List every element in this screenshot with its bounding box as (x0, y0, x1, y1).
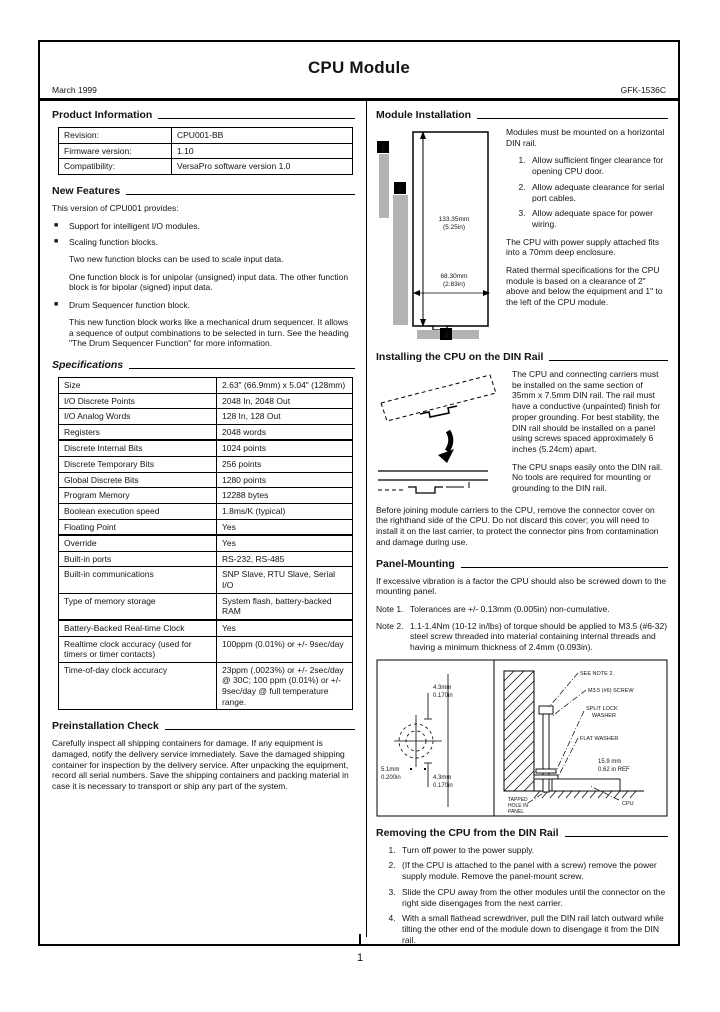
note-label: Note 1. (376, 603, 404, 614)
svg-text:FLAT WASHER: FLAT WASHER (580, 735, 619, 742)
paragraph: The CPU and connecting carriers must be installed on the same section of 35mm x 7.5mm DIN rail. The rail must have a conductive (unpainted) finish for proper grounding. For best stability, the DIN rail should be installed on a panel using screws spaced approximately 6 inches (5.24cm) apart. (512, 369, 661, 454)
list-item: 1. Turn off power to the power supply. (398, 845, 668, 856)
table-row (59, 424, 353, 440)
heading-rule (126, 194, 355, 195)
page-header (40, 42, 678, 101)
svg-text:WASHER: WASHER (592, 712, 616, 719)
spec-value: 12288 bytes (217, 488, 353, 504)
svg-text:M3.5 (#6) SCREW: M3.5 (#6) SCREW (588, 687, 634, 694)
svg-text:SEE NOTE 2.: SEE NOTE 2. (580, 670, 614, 677)
datasheet-page (38, 40, 680, 946)
spec-label: Global Discrete Bits (59, 472, 217, 488)
paragraph: Carefully inspect all shipping containers for damage. If any equipment is damaged, notify the delivery service immediately. Save the damaged shipping container for inspection by the delivery service. After unpacking the equipment, record all serial numbers. Save the shipping containers and packing material in case it is necessary to transport or ship any part of the system. (52, 738, 349, 792)
table-row (59, 567, 353, 593)
svg-text:(2.83in): (2.83in) (442, 281, 466, 288)
heading-rule (565, 836, 668, 837)
document-title: CPU Module (307, 58, 411, 77)
table-row (59, 535, 353, 551)
bullet-icon: ■ (54, 301, 59, 309)
spec-value: SNP Slave, RTU Slave, Serial I/O (217, 567, 353, 593)
specifications-table (58, 377, 353, 710)
section-title: Product Information (52, 109, 153, 121)
paragraph: One function block is for unipolar (unsigned) input data. The other function block is for bipolar (signed) input data. (69, 271, 349, 293)
removal-heading (376, 827, 668, 839)
svg-text:15.9 mm: 15.9 mm (598, 758, 622, 765)
left-column (40, 101, 366, 937)
spec-value: 256 points (217, 457, 353, 473)
spec-label: Boolean execution speed (59, 503, 217, 519)
heading-rule (549, 360, 668, 361)
table-row (59, 440, 353, 456)
document-number: GFK-1536C (620, 85, 666, 95)
section-title: New Features (52, 184, 121, 197)
product-information-heading (52, 109, 355, 121)
table-row (59, 620, 353, 636)
section-title: Removing the CPU from the DIN Rail (376, 826, 559, 839)
spec-label: Type of memory storage (59, 593, 217, 620)
product-label: Compatibility: (59, 159, 172, 175)
paragraph: This version of CPU001 provides: (52, 202, 179, 213)
table-row (59, 551, 353, 567)
module-installation-text (506, 127, 668, 341)
spec-label: Realtime clock accuracy (used for timers or timer contacts) (59, 636, 217, 662)
list-item (54, 300, 355, 311)
svg-text:68.30mm: 68.30mm (440, 273, 468, 280)
spec-label: I/O Discrete Points (59, 393, 217, 409)
spec-value: 2048 words (217, 424, 353, 440)
heading-rule (461, 567, 668, 568)
table-row (59, 472, 353, 488)
panel-mounting-heading (376, 558, 668, 570)
list-item: 3. Slide the CPU away from the other modules until the connector on the right side disengages from the next carrier. (398, 887, 668, 908)
heading-rule (165, 729, 355, 730)
product-value: 1.10 (172, 143, 353, 159)
spec-value: System flash, battery-backed RAM (217, 593, 353, 620)
bullet-icon: ■ (54, 238, 59, 246)
paragraph: Before joining module carriers to the CPU, remove the connector cover on the righthand side of the CPU. Do not discard this cover; you will need to install it on the last carrier, to protect the connector pins from contamination and damage during use. (376, 504, 659, 547)
page-number: 1 (356, 952, 364, 964)
spec-value: 1.8ms/K (typical) (217, 503, 353, 519)
installation-steps (506, 155, 668, 229)
spec-value: 2048 In, 2048 Out (217, 393, 353, 409)
table-row (59, 393, 353, 409)
spec-label: Built-in ports (59, 551, 217, 567)
note-text: 1.1-1.4Nm (10-12 in/lbs) of torque should be applied to M3.5 (#6-32) steel screw threaded into material containing internal threads and having a minimum thickness of 2.4mm (0.093in). (410, 620, 668, 653)
panel-mounting-diagram (376, 659, 668, 817)
svg-text:CPU: CPU (622, 800, 634, 807)
table-row (59, 143, 353, 159)
list-item: 3. Allow adequate space for power wiring. (528, 208, 668, 229)
svg-text:133.35mm: 133.35mm (438, 216, 470, 223)
svg-text:2: 2 (397, 184, 403, 194)
product-label: Revision: (59, 128, 172, 144)
svg-text:PANEL: PANEL (508, 808, 525, 815)
svg-text:SPLIT LOCK: SPLIT LOCK (586, 705, 618, 712)
section-title: Panel-Mounting (376, 557, 455, 570)
product-value: VersaPro software version 1.0 (172, 159, 353, 175)
note-1 (376, 604, 668, 615)
spec-value: RS-232, RS-485 (217, 551, 353, 567)
svg-text:0.170in: 0.170in (433, 692, 453, 699)
list-item: 2. (If the CPU is attached to the panel with a screw) remove the power supply module. Remove the panel-mount screw. (398, 860, 668, 881)
spec-label: Floating Point (59, 519, 217, 535)
table-row (59, 377, 353, 393)
product-label: Firmware version: (59, 143, 172, 159)
list-item: 1. Allow sufficient finger clearance for opening CPU door. (528, 155, 668, 176)
document-date: March 1999 (52, 85, 97, 95)
removal-steps (376, 845, 668, 946)
note-label: Note 2. (376, 620, 404, 631)
spec-value: Yes (217, 620, 353, 636)
list-item (54, 221, 355, 232)
spec-label: Discrete Temporary Bits (59, 457, 217, 473)
heading-rule (158, 118, 355, 119)
svg-text:4.3mm: 4.3mm (433, 684, 452, 691)
table-row (59, 159, 353, 175)
paragraph: The CPU with power supply attached fits into a 70mm deep enclosure. (506, 236, 660, 258)
table-row (59, 503, 353, 519)
spec-label: Built-in communications (59, 567, 217, 593)
spec-value: Yes (217, 535, 353, 551)
list-item: 2. Allow adequate clearance for serial port cables. (528, 182, 668, 203)
list-item (54, 237, 355, 248)
svg-text:1: 1 (380, 143, 386, 153)
specifications-heading (52, 359, 355, 371)
paragraph: If excessive vibration is a factor the CPU should also be screwed down to the mounting panel. (376, 575, 667, 597)
din-rail-text (512, 369, 668, 501)
product-value: CPU001-BB (172, 128, 353, 144)
note-2 (376, 621, 668, 653)
table-row (59, 488, 353, 504)
preinstallation-check-heading (52, 720, 355, 732)
spec-label: I/O Analog Words (59, 409, 217, 425)
svg-text:4.3mm: 4.3mm (433, 774, 452, 781)
spec-value: Yes (217, 519, 353, 535)
spec-value: 1280 points (217, 472, 353, 488)
table-row (59, 636, 353, 662)
spec-value: 1024 points (217, 440, 353, 456)
spec-value: 23ppm (.0023%) or +/- 2sec/day @ 30C; 100 ppm (0.01%) or +/- 9sec/day @ full temperature range. (217, 662, 353, 710)
spec-label: Program Memory (59, 488, 217, 504)
paragraph: This new function block works like a mechanical drum sequencer. It allows a sequence of output combinations to be selected in turn. See the heading "The Drum Sequencer Function" for more information. (69, 316, 349, 349)
paragraph: Two new function blocks can be used to scale input data. (69, 253, 284, 264)
table-row (59, 128, 353, 144)
svg-text:TAPPED: TAPPED (508, 796, 528, 803)
svg-text:0.200in: 0.200in (381, 774, 401, 781)
bullet-icon: ■ (54, 221, 59, 229)
feature-title: Drum Sequencer function block. (69, 300, 190, 311)
svg-text:(5.25in): (5.25in) (442, 224, 466, 231)
table-row (59, 662, 353, 710)
table-row (59, 593, 353, 620)
spec-label: Size (59, 377, 217, 393)
feature-title: Support for intelligent I/O modules. (69, 220, 200, 231)
feature-title: Scaling function blocks. (69, 237, 158, 248)
section-title: Installing the CPU on the DIN Rail (376, 351, 544, 363)
din-rail-mounting-diagram (376, 369, 504, 497)
spec-label: Time-of-day clock accuracy (59, 662, 217, 710)
right-column (366, 101, 678, 945)
section-title: Preinstallation Check (52, 720, 159, 733)
table-row (59, 519, 353, 535)
note-text: Tolerances are +/- 0.13mm (0.005in) non-cumulative. (410, 603, 610, 614)
spec-label: Battery-Backed Real-time Clock (59, 620, 217, 636)
spec-label: Override (59, 535, 217, 551)
new-features-heading (52, 185, 355, 197)
paragraph: The CPU snaps easily onto the DIN rail. No tools are required for mounting or grounding to the DIN rail. (512, 461, 663, 494)
spec-label: Discrete Internal Bits (59, 440, 217, 456)
section-title: Module Installation (376, 109, 472, 121)
heading-rule (477, 118, 668, 119)
paragraph: Rated thermal specifications for the CPU module is based on a clearance of 2" above and below the equipment and 1" to the left of the CPU module. (506, 265, 663, 308)
svg-text:5.1mm: 5.1mm (381, 766, 400, 773)
spec-value: 2.63" (66.9mm) x 5.04" (128mm) (217, 377, 353, 393)
fold-mark (359, 934, 361, 946)
table-row (59, 457, 353, 473)
product-information-table (58, 127, 353, 175)
svg-text:3: 3 (443, 330, 449, 340)
table-row (59, 409, 353, 425)
heading-rule (129, 368, 355, 369)
section-title: Specifications (52, 358, 124, 371)
spec-value: 100ppm (0.01%) or +/- 9sec/day (217, 636, 353, 662)
module-dimensions-diagram (376, 127, 498, 341)
spec-value: 128 In, 128 Out (217, 409, 353, 425)
din-rail-install-heading (376, 351, 668, 363)
spec-label: Registers (59, 424, 217, 440)
list-item: 4. With a small flathead screwdriver, pull the DIN rail latch outward while tilting the other end of the module down to disengage it from the DIN rail. (398, 913, 668, 945)
svg-text:0.170in: 0.170in (433, 782, 453, 789)
svg-text:0.62 in REF: 0.62 in REF (598, 766, 630, 773)
paragraph: Modules must be mounted on a horizontal DIN rail. (506, 127, 665, 148)
module-installation-heading (376, 109, 668, 121)
svg-text:HOLE IN: HOLE IN (508, 802, 529, 809)
